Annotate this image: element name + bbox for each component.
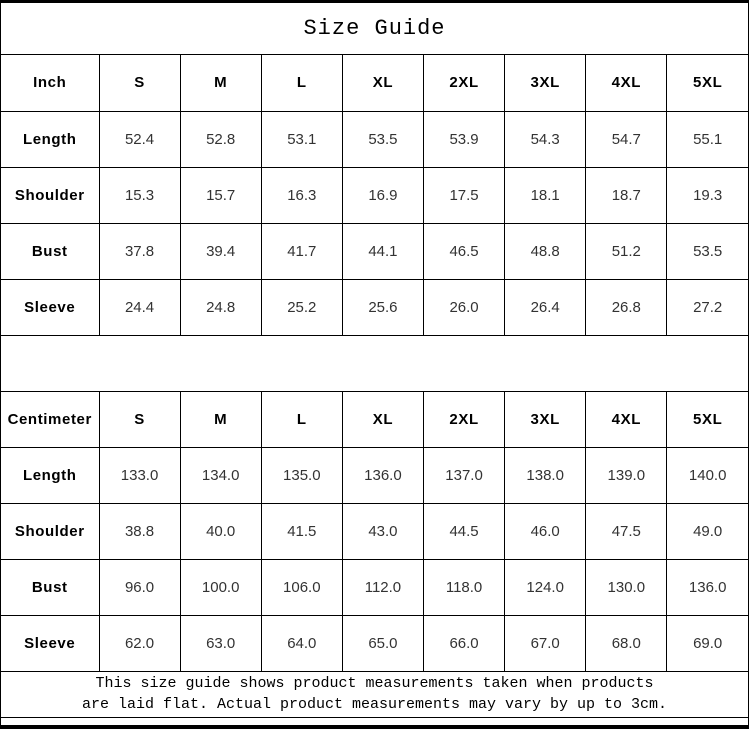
size-header-row	[1, 391, 748, 447]
inch-size-table	[1, 55, 748, 336]
measurement-value-cell: 49.0	[667, 503, 748, 559]
measurement-value-cell: 118.0	[424, 559, 505, 615]
measurement-value-cell: 54.7	[586, 111, 667, 167]
measurement-value-cell: 25.6	[342, 279, 423, 335]
measurement-value-cell: 139.0	[586, 447, 667, 503]
measurement-row-label: Shoulder	[1, 167, 99, 223]
measurement-value-cell: 48.8	[505, 223, 586, 279]
size-column-header: XL	[342, 55, 423, 111]
measurement-value-cell: 46.5	[424, 223, 505, 279]
measurement-value-cell: 67.0	[505, 615, 586, 671]
measurement-value-cell: 37.8	[99, 223, 180, 279]
size-column-header: 5XL	[667, 55, 748, 111]
size-column-header: 2XL	[424, 391, 505, 447]
measurement-value-cell: 68.0	[586, 615, 667, 671]
measurement-row	[1, 111, 748, 167]
measurement-value-cell: 53.5	[667, 223, 748, 279]
measurement-value-cell: 46.0	[505, 503, 586, 559]
measurement-value-cell: 39.4	[180, 223, 261, 279]
size-column-header: 3XL	[505, 391, 586, 447]
measurement-value-cell: 63.0	[180, 615, 261, 671]
size-column-header: S	[99, 391, 180, 447]
size-column-header: 5XL	[667, 391, 748, 447]
measurement-value-cell: 64.0	[261, 615, 342, 671]
measurement-value-cell: 130.0	[586, 559, 667, 615]
page-title: Size Guide	[1, 3, 748, 55]
measurement-value-cell: 18.7	[586, 167, 667, 223]
measurement-value-cell: 124.0	[505, 559, 586, 615]
measurement-value-cell: 51.2	[586, 223, 667, 279]
size-column-header: L	[261, 391, 342, 447]
centimeter-size-table	[1, 391, 748, 672]
measurement-value-cell: 26.8	[586, 279, 667, 335]
measurement-value-cell: 96.0	[99, 559, 180, 615]
measurement-row-label: Sleeve	[1, 615, 99, 671]
size-column-header: XL	[342, 391, 423, 447]
size-column-header: L	[261, 55, 342, 111]
measurement-value-cell: 24.8	[180, 279, 261, 335]
measurement-value-cell: 44.5	[424, 503, 505, 559]
measurement-value-cell: 140.0	[667, 447, 748, 503]
measurement-value-cell: 24.4	[99, 279, 180, 335]
size-column-header: 4XL	[586, 55, 667, 111]
measurement-value-cell: 19.3	[667, 167, 748, 223]
measurement-value-cell: 55.1	[667, 111, 748, 167]
measurement-value-cell: 15.3	[99, 167, 180, 223]
measurement-value-cell: 44.1	[342, 223, 423, 279]
measurement-value-cell: 16.9	[342, 167, 423, 223]
measurement-value-cell: 69.0	[667, 615, 748, 671]
measurement-value-cell: 66.0	[424, 615, 505, 671]
measurement-row	[1, 615, 748, 671]
measurement-value-cell: 26.0	[424, 279, 505, 335]
size-column-header: 2XL	[424, 55, 505, 111]
measurement-value-cell: 41.5	[261, 503, 342, 559]
measurement-row-label: Sleeve	[1, 279, 99, 335]
footer-note-line-2: are laid flat. Actual product measurements may vary by up to 3cm.	[81, 696, 668, 713]
measurement-value-cell: 25.2	[261, 279, 342, 335]
measurement-row	[1, 279, 748, 335]
size-header-row	[1, 55, 748, 111]
measurement-value-cell: 112.0	[342, 559, 423, 615]
size-column-header: S	[99, 55, 180, 111]
measurement-value-cell: 17.5	[424, 167, 505, 223]
size-column-header: 3XL	[505, 55, 586, 111]
measurement-row	[1, 223, 748, 279]
footer-note-line-1: This size guide shows product measurements taken when products	[95, 675, 654, 692]
measurement-value-cell: 41.7	[261, 223, 342, 279]
measurement-value-cell: 135.0	[261, 447, 342, 503]
unit-header-cell: Centimeter	[1, 391, 99, 447]
measurement-row	[1, 559, 748, 615]
measurement-value-cell: 52.8	[180, 111, 261, 167]
measurement-value-cell: 53.1	[261, 111, 342, 167]
size-column-header: M	[180, 55, 261, 111]
measurement-value-cell: 133.0	[99, 447, 180, 503]
measurement-row-label: Length	[1, 447, 99, 503]
measurement-row-label: Bust	[1, 223, 99, 279]
measurement-value-cell: 106.0	[261, 559, 342, 615]
measurement-row-label: Bust	[1, 559, 99, 615]
measurement-value-cell: 136.0	[342, 447, 423, 503]
size-column-header: M	[180, 391, 261, 447]
measurement-value-cell: 100.0	[180, 559, 261, 615]
measurement-value-cell: 38.8	[99, 503, 180, 559]
bottom-black-bar	[1, 725, 748, 729]
measurement-value-cell: 40.0	[180, 503, 261, 559]
measurement-value-cell: 43.0	[342, 503, 423, 559]
measurement-value-cell: 18.1	[505, 167, 586, 223]
measurement-row	[1, 447, 748, 503]
measurement-value-cell: 134.0	[180, 447, 261, 503]
measurement-value-cell: 47.5	[586, 503, 667, 559]
measurement-value-cell: 138.0	[505, 447, 586, 503]
measurement-value-cell: 62.0	[99, 615, 180, 671]
measurement-value-cell: 136.0	[667, 559, 748, 615]
measurement-value-cell: 54.3	[505, 111, 586, 167]
unit-header-cell: Inch	[1, 55, 99, 111]
measurement-row-label: Length	[1, 111, 99, 167]
measurement-row	[1, 167, 748, 223]
measurement-row-label: Shoulder	[1, 503, 99, 559]
size-column-header: 4XL	[586, 391, 667, 447]
measurement-value-cell: 65.0	[342, 615, 423, 671]
table-spacer	[1, 336, 748, 391]
measurement-value-cell: 53.5	[342, 111, 423, 167]
measurement-row	[1, 503, 748, 559]
measurement-value-cell: 137.0	[424, 447, 505, 503]
footer-note	[1, 672, 748, 718]
measurement-value-cell: 27.2	[667, 279, 748, 335]
measurement-value-cell: 15.7	[180, 167, 261, 223]
measurement-value-cell: 16.3	[261, 167, 342, 223]
measurement-value-cell: 52.4	[99, 111, 180, 167]
measurement-value-cell: 26.4	[505, 279, 586, 335]
measurement-value-cell: 53.9	[424, 111, 505, 167]
